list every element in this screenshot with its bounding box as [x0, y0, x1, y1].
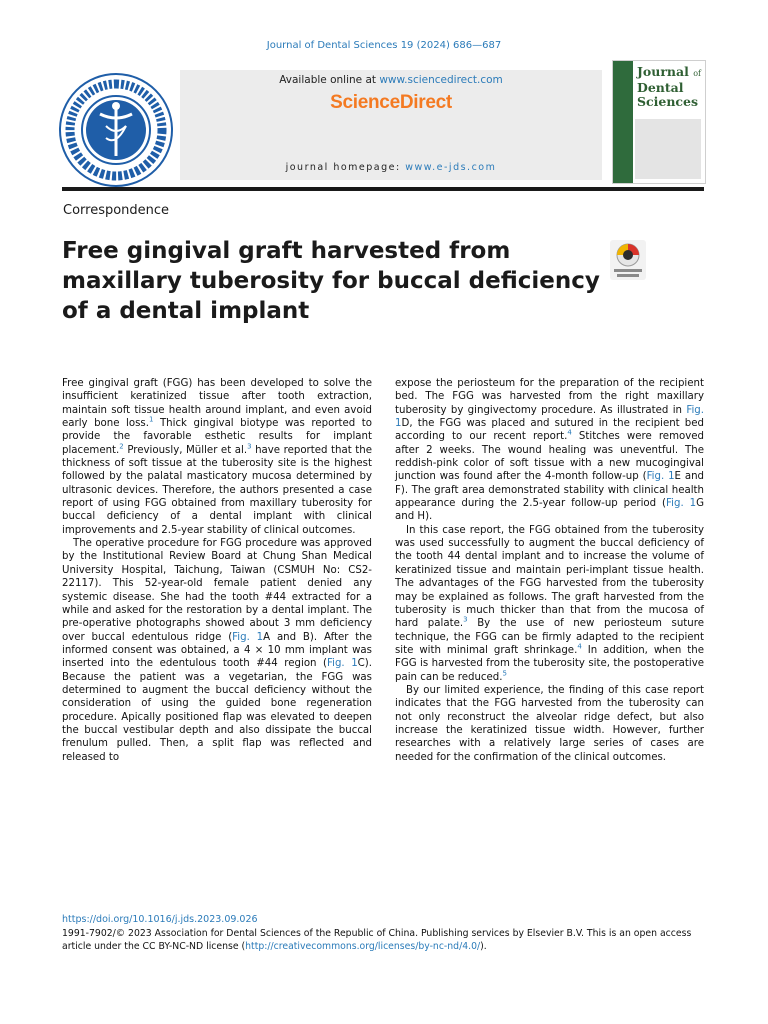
cover-title-dental: Dental [637, 80, 684, 95]
article-section: Correspondence [63, 203, 170, 218]
available-prefix: Available online at [279, 74, 380, 86]
body-paragraph [62, 537, 372, 764]
article-title: Free gingival graft harvested from maxillary tuberosity for buccal deficiency of a dental implant [62, 238, 600, 324]
citation-ref[interactable]: 4 [577, 642, 582, 651]
body-text: expose the periosteum for the preparation of the recipient bed. The FGG was harvested from the right maxillary tuberosity by gingivectomy procedure. As illustrated in [395, 378, 704, 416]
cover-title-of: of [693, 69, 702, 78]
cover-title-sciences: Sciences [637, 94, 699, 109]
body-paragraph [395, 684, 704, 764]
body-text: D, the FGG was placed and sutured in the recipient bed according to our recent report. [395, 418, 704, 443]
homepage-link[interactable]: www.e-jds.com [405, 162, 497, 173]
cover-title [637, 65, 701, 109]
citation-ref[interactable]: 3 [463, 615, 468, 624]
body-text: Previously, Müller et al. [123, 444, 248, 456]
doi-link[interactable]: https://doi.org/10.1016/j.jds.2023.09.026 [62, 914, 258, 925]
homepage-prefix: journal homepage: [285, 162, 406, 173]
body-column-left [62, 377, 372, 764]
body-paragraph [395, 377, 704, 524]
license-link[interactable]: http://creativecommons.org/licenses/by-nc-nd/4.0/ [245, 941, 481, 952]
body-text: C). Because the patient was a vegetarian, the FGG was determined to augment the buccal deficiency without the consideration of using the guided bone regeneration procedure. Apically positioned flap was elevated to deepen the buccal vestibular depth and also dissipate the buccal frenulum pulled. Then, a split flap was reflected and released to [62, 658, 372, 763]
body-column-right [395, 377, 704, 764]
body-text: G and H). [395, 498, 704, 523]
copyright-text: 1991-7902/© 2023 Association for Dental Sciences of the Republic of China. Publishing services by Elsevier B.V. This is an open access article under the CC BY-NC-ND license ( [62, 928, 692, 952]
check-for-updates-badge[interactable] [610, 240, 646, 280]
cover-green-strip [613, 61, 633, 183]
body-text: Thick gingival biotype was reported to provide the favorable esthetic results for implant placement. [62, 418, 372, 456]
journal-reference[interactable]: Journal of Dental Sciences 19 (2024) 686—687 [266, 40, 502, 51]
body-text: In addition, when the FGG is harvested from the tuberosity site, the postoperative pain can be reduced. [395, 644, 705, 683]
body-text: Free gingival graft (FGG) has been developed to solve the insufficient keratinized tissue after tooth extraction, maintain soft tissue health around implant, and even avoid early bone loss. [62, 378, 372, 430]
cover-image [635, 119, 701, 179]
citation-ref[interactable]: 5 [502, 669, 507, 678]
citation-ref[interactable]: 2 [119, 442, 124, 451]
figure-link[interactable]: Fig. 1 [395, 404, 704, 430]
body-text: The operative procedure for FGG procedure was approved by the Institutional Review Board at Chung Shan Medical University Hospital, Taichung, Taiwan (CSMUH No: CS2-22117). This 52-year-old female patient denied any systemic disease. She had the tooth #44 extracted for a while and asked for the restoration by a dental implant. The pre-operative photographs showed about 3 mm deficiency over buccal edentulous ridge ( [62, 538, 372, 643]
figure-link[interactable]: Fig. 1 [666, 498, 697, 510]
body-text: By our limited experience, the finding of this case report indicates that the FGG harvested from the tuberosity can not only reconstruct the alveolar ridge defect, but also increase the keratinized tissue width. However, further researches with a relatively large series of cases are needed for the confirmation of the clinical outcomes. [395, 684, 704, 763]
sciencedirect-url-link[interactable]: www.sciencedirect.com [379, 74, 503, 86]
journal-cover-thumbnail[interactable] [612, 60, 706, 184]
citation-ref[interactable]: 4 [567, 428, 572, 437]
body-paragraph [62, 377, 372, 537]
body-text: E and F). The graft area demonstrated stability with clinical health appearance during the 2.5-year follow-up period ( [395, 471, 704, 510]
figure-link[interactable]: Fig. 1 [327, 658, 358, 670]
figure-link[interactable]: Fig. 1 [646, 471, 675, 483]
body-text: By the use of new periosteum suture technique, the FGG can be firmly adapted to the recipient site with minimal graft shrinkage. [395, 618, 704, 656]
body-text: have reported that the thickness of soft tissue at the tuberosity site is the highest followed by the palatal masticatory mucosa determined by ultrasonic devices. Therefore, the authors presented a case report of using FGG obtained from maxillary tuberosity for buccal deficiency of a dental implant with clinical improvements and 2.5-year stability of clinical outcomes. [62, 444, 372, 536]
society-logo [56, 70, 176, 190]
available-online [180, 74, 602, 86]
figure-link[interactable]: Fig. 1 [232, 631, 264, 643]
sciencedirect-brand[interactable]: ScienceDirect [330, 92, 452, 113]
journal-homepage [180, 162, 602, 173]
citation-ref[interactable]: 3 [247, 442, 252, 451]
header-rule [62, 187, 704, 191]
body-text: Stitches were removed after 2 weeks. The wound healing was uneventful. The reddish-pink color of soft tissue with a new mucogingival junction was found after the 4-month follow-up ( [395, 431, 704, 483]
cover-title-journal: Journal [637, 64, 689, 79]
body-text: In this case report, the FGG obtained from the tuberosity was used successfully to augment the buccal deficiency of the tooth 44 dental implant and to increase the volume of keratinized tissue and maintain peri-implant tissue health. The advantages of the FGG harvested from the tuberosity may be explained as follows. The graft harvested from the tuberosity is much thicker than that from the mucosa of hard palate. [395, 524, 704, 630]
masthead-banner [180, 70, 602, 180]
copyright-notice [62, 927, 704, 953]
body-paragraph [395, 524, 704, 684]
citation-ref[interactable]: 1 [148, 415, 154, 424]
copyright-end: ). [480, 941, 487, 952]
body-text: A and B). After the informed consent was obtained, a 4 × 10 mm implant was inserted into the edentulous tooth #44 region ( [62, 631, 372, 670]
